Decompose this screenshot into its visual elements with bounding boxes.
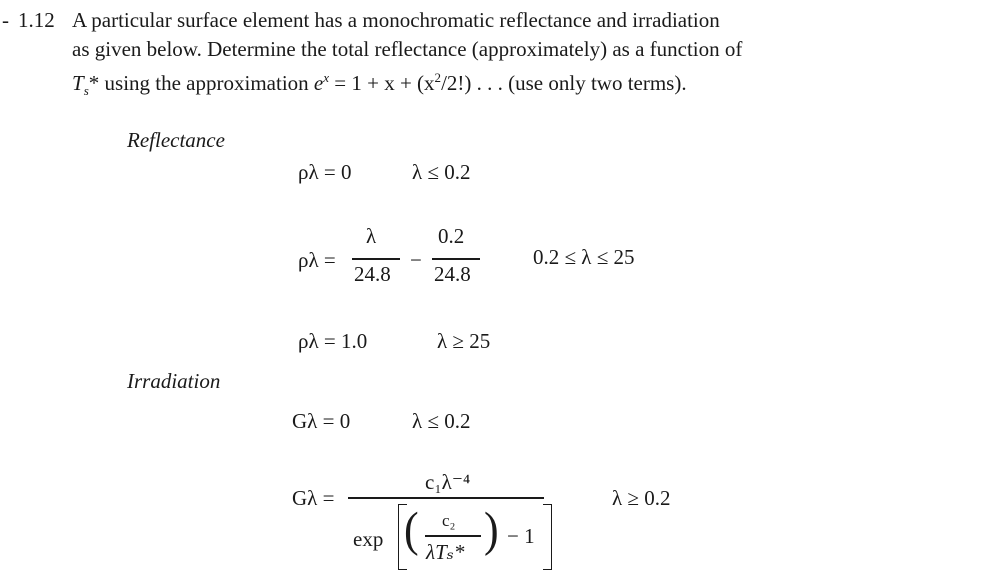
problem-number: 1.12 — [18, 8, 55, 32]
problem-line-2: as given below. Determine the total reflectance (approximately) as a function of — [72, 37, 743, 61]
expansion-tail: /2!) . . . (use only two terms). — [441, 71, 687, 95]
var-t: T — [72, 71, 84, 95]
irradiation-eq1-cond: λ ≤ 0.2 — [412, 409, 471, 433]
irradiation-eq2-cond: λ ≥ 0.2 — [612, 486, 671, 510]
right-bracket — [543, 504, 552, 570]
reflectance-eq2-cond: 0.2 ≤ λ ≤ 25 — [533, 245, 635, 269]
reflectance-eq2-num2: 0.2 — [438, 224, 465, 248]
exp-sup: x — [323, 70, 330, 85]
reflectance-eq2-num1: λ — [366, 224, 377, 248]
reflectance-eq2-lhs: ρλ = — [298, 248, 336, 272]
left-paren: ( — [404, 502, 419, 557]
irradiation-eq2-lhs: Gλ = — [292, 486, 335, 510]
main-fraction-bar — [348, 497, 544, 499]
inner-denominator: λTₛ* — [426, 540, 465, 564]
approx-text: using the approximation — [104, 71, 309, 95]
problem-line-3 — [72, 64, 687, 105]
minus-one: − 1 — [507, 524, 535, 548]
reflectance-eq2-minus: − — [410, 248, 422, 272]
irradiation-eq1-lhs: Gλ = 0 — [292, 409, 351, 433]
reflectance-eq2-den1: 24.8 — [354, 262, 391, 286]
exp-label: exp — [353, 527, 384, 551]
reflectance-eq1-cond: λ ≤ 0.2 — [412, 160, 471, 184]
reflectance-eq2-den2: 24.8 — [434, 262, 471, 286]
problem-marker: - — [2, 8, 9, 32]
right-paren: ) — [484, 502, 499, 557]
var-t-star: * — [88, 71, 100, 95]
fraction-bar-2 — [432, 258, 480, 260]
reflectance-heading: Reflectance — [127, 128, 225, 152]
inner-numerator: c₂ — [442, 511, 456, 530]
reflectance-eq3-lhs: ρλ = 1.0 — [298, 329, 368, 353]
irradiation-heading: Irradiation — [127, 369, 221, 393]
var-t-sub: s — [83, 83, 89, 99]
fraction-bar-1 — [352, 258, 400, 260]
expansion-sup: 2 — [434, 70, 442, 85]
irradiation-eq2-numerator: c₁λ⁻⁴ — [425, 470, 471, 494]
exp-base: e — [313, 71, 324, 95]
reflectance-eq3-cond: λ ≥ 25 — [437, 329, 491, 353]
reflectance-eq1-lhs: ρλ = 0 — [298, 160, 352, 184]
inner-fraction-bar — [425, 535, 481, 537]
problem-line-1: A particular surface element has a monochromatic reflectance and irradiation — [72, 8, 720, 32]
expansion: = 1 + x + (x — [334, 71, 435, 95]
